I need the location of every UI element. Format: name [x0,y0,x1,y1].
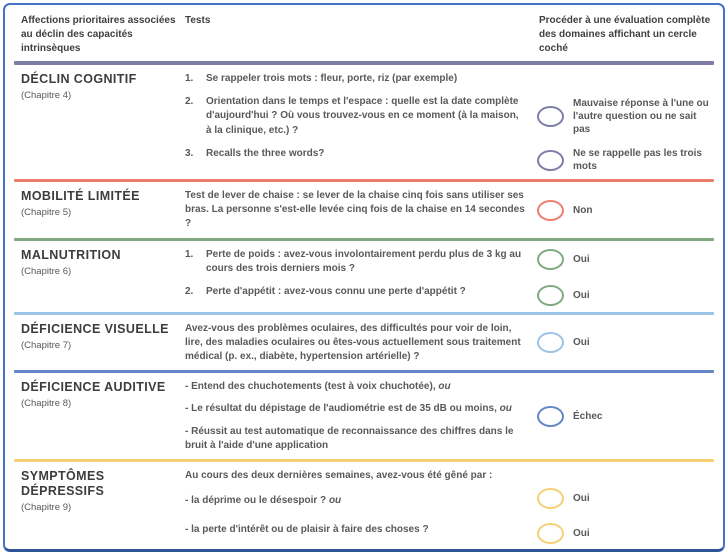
outcome-label: Non [573,204,593,216]
test-item: 1. Perte de poids : avez-vous involontairement perdu plus de 3 kg au cours des trois derniers mois ? [185,248,522,274]
outcome-circle [537,523,564,544]
section-mobilite-limitee [5,182,723,238]
test-item: - la perte d'intérêt ou de plaisir à faire des choses ? [185,524,429,536]
section-title: DÉCLIN COGNITIF [21,72,137,86]
outcome-label: Oui [573,527,590,539]
header-evaluation: Procéder à une évaluation complète des domaines affichant un cercle coché [539,15,711,54]
section-title: DÉFICIENCE AUDITIVE [21,380,166,395]
test-item: - Entend des chuchotements (test à voix chuchotée), ou [185,381,451,393]
header-affections: Affections prioritaires associées au déclin des capacités intrinsèques [21,15,176,54]
outcome-circle [537,200,564,221]
outcome-item [537,523,711,544]
outcome-circle [537,332,564,353]
table-header [5,5,723,61]
section-malnutrition [5,241,723,312]
section-deficience-auditive [5,373,723,459]
outcome-label: Ne se rappelle pas les trois mots [573,148,702,172]
test-item: 2. Perte d'appétit : avez-vous connu une perte d'appétit ? [185,285,466,297]
test-item: - Le résultat du dépistage de l'audiométrie est de 35 dB ou moins, ou [185,403,512,415]
outcome-item [537,488,711,509]
header-tests: Tests [185,15,211,26]
section-chapter: (Chapitre 4) [21,90,72,101]
outcome-item [537,332,711,353]
outcome-label: Oui [573,492,590,504]
section-chapter: (Chapitre 6) [21,265,72,277]
outcome-item [537,97,711,136]
section-chapter: (Chapitre 8) [21,398,72,410]
outcome-label: Échec [573,411,603,422]
section-title: MALNUTRITION [21,247,121,262]
outcome-label: Oui [573,289,590,301]
outcome-circle [537,150,564,171]
section-title: SYMPTÔMES DÉPRESSIFS [21,468,105,498]
outcome-circle [537,249,564,270]
outcome-item [537,249,711,270]
test-paragraph: Test de lever de chaise : se lever de la chaise cinq fois sans utiliser ses bras. La personne s'est-elle levée cinq fois de la chaise en 14 secondes ? [185,190,525,230]
test-item: - la déprime ou le désespoir ? ou [185,495,342,507]
screening-table [3,3,725,552]
section-chapter: (Chapitre 9) [21,501,72,513]
outcome-label: Mauvaise réponse à l'une ou l'autre question ou ne sait pas [573,98,709,135]
outcome-item [537,147,711,173]
outcome-circle [537,106,564,127]
test-item: 3. Recalls the three words? [185,147,325,159]
test-paragraph: Avez-vous des problèmes oculaires, des difficultés pour voir de loin, lire, des maladies oculaires ou êtes-vous actuellement sous traitement médical (p. ex., diabète, hypertension artérielle) ? [185,322,521,362]
test-item: - Réussit au test automatique de reconnaissance des chiffres dans le bruit à l'aide d'une application [185,425,514,451]
section-title: DÉFICIENCE VISUELLE [21,321,169,336]
outcome-label: Oui [573,337,590,349]
section-title: MOBILITÉ LIMITÉE [21,189,140,203]
outcome-circle [537,285,564,306]
outcome-label: Oui [573,253,590,265]
section-chapter: (Chapitre 5) [21,207,72,218]
outcome-item [537,406,711,427]
section-declin-cognitif [5,65,723,179]
test-item: 2. Orientation dans le temps et l'espace : quelle est la date complète d'aujourd'hui ? Où vous trouvez-vous en ce moment (à la maison, à la clinique, etc.) ? [185,96,519,136]
test-intro: Au cours des deux dernières semaines, avez-vous été gêné par : [185,469,493,481]
section-symptomes-depressifs [5,462,723,558]
outcome-circle [537,488,564,509]
outcome-item [537,285,711,306]
outcome-circle [537,406,564,427]
outcome-item [537,200,711,221]
section-chapter: (Chapitre 7) [21,339,72,351]
test-item: 1. Se rappeler trois mots : fleur, porte, riz (par exemple) [185,73,458,84]
section-deficience-visuelle [5,315,723,371]
